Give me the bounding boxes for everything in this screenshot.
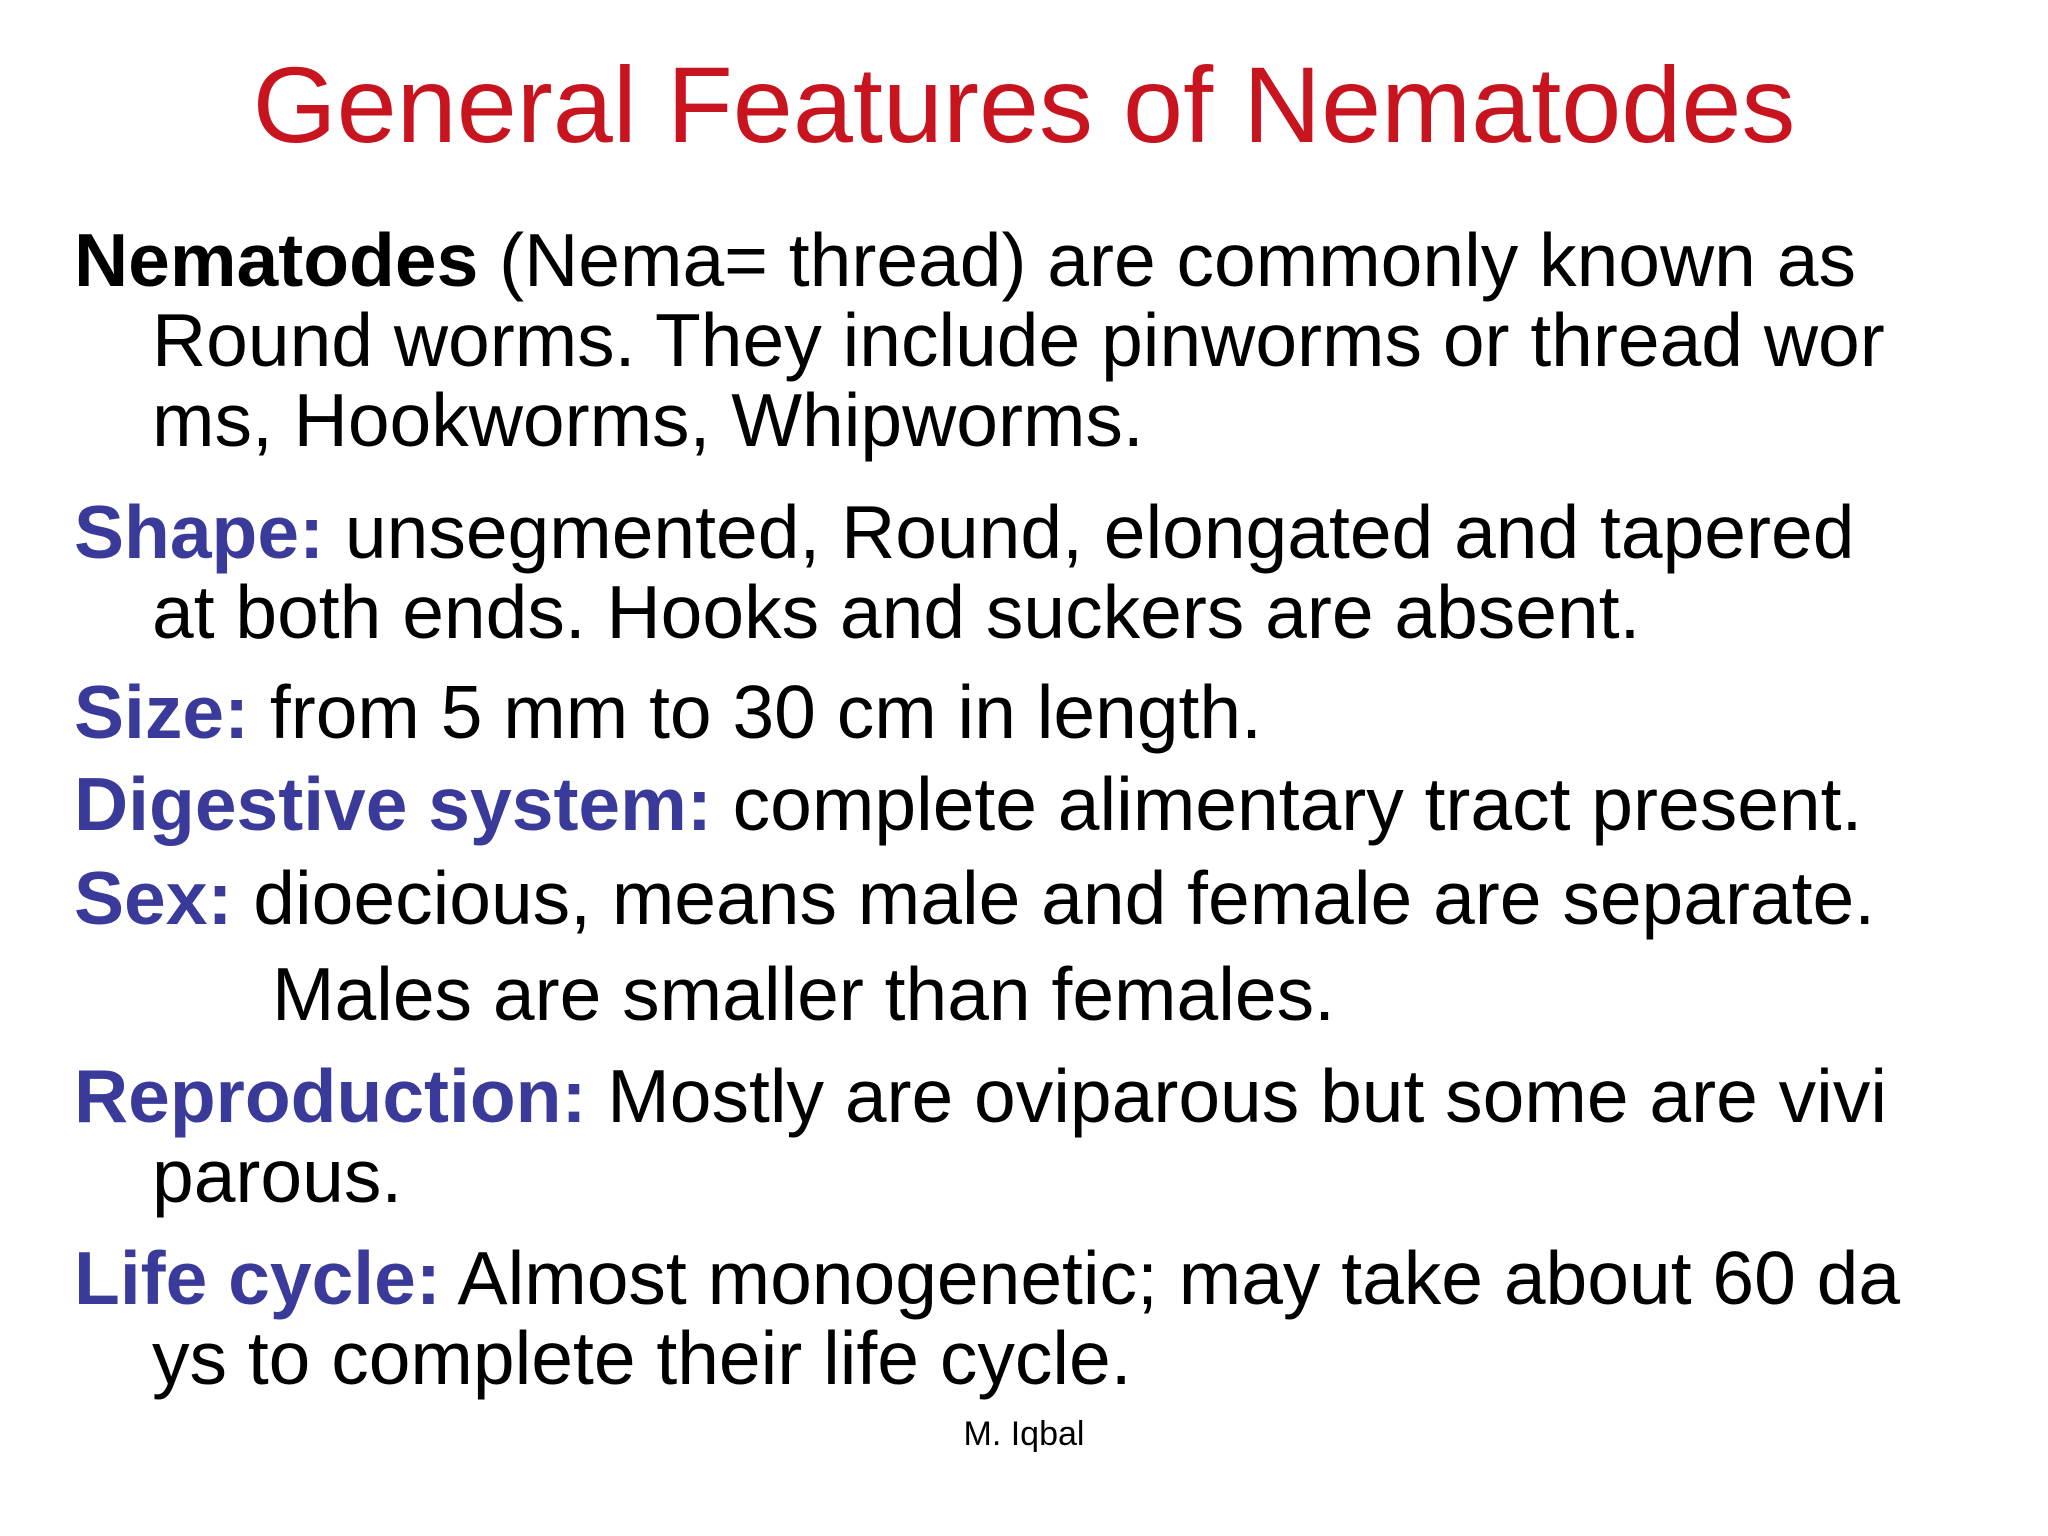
feature-label: Size: xyxy=(74,670,250,754)
feature-text: Mostly are oviparous but some are vivi parous. xyxy=(152,1054,1887,1218)
feature-label: Digestive system: xyxy=(74,762,712,846)
feature-size xyxy=(74,672,2034,752)
feature-text: dioecious, means male and female are separate. xyxy=(232,856,1876,940)
feature-label: Sex: xyxy=(74,856,233,940)
intro-label: Nematodes xyxy=(74,218,479,302)
slide-title: General Features of Nematodes xyxy=(252,44,1796,165)
feature-text: from 5 mm to 30 cm in length. xyxy=(249,670,1262,754)
feature-life-cycle xyxy=(74,1238,2034,1398)
feature-label: Shape: xyxy=(74,490,325,574)
intro-text: (Nema= thread) are commonly known as Round worms. They include pinworms or thread wor ms, Hookworms, Whipworms. xyxy=(152,218,1885,462)
feature-shape xyxy=(74,492,2034,652)
slide-body xyxy=(74,220,2034,1398)
feature-text: Almost monogenetic; may take about 60 da ys to complete their life cycle. xyxy=(152,1236,1901,1400)
feature-sex xyxy=(74,858,2034,938)
feature-text: unsegmented, Round, elongated and tapered at both ends. Hooks and suckers are absent. xyxy=(152,490,1855,654)
footer-author: M. Iqbal xyxy=(963,1415,1085,1453)
feature-digestive-system xyxy=(74,764,2034,844)
feature-label: Life cycle: xyxy=(74,1236,441,1320)
intro-paragraph xyxy=(74,220,2034,460)
feature-sex-extra: Males are smaller than females. xyxy=(272,952,1335,1036)
feature-label: Reproduction: xyxy=(74,1054,587,1138)
feature-text: complete alimentary tract present. xyxy=(711,762,1863,846)
feature-reproduction xyxy=(74,1056,2034,1216)
